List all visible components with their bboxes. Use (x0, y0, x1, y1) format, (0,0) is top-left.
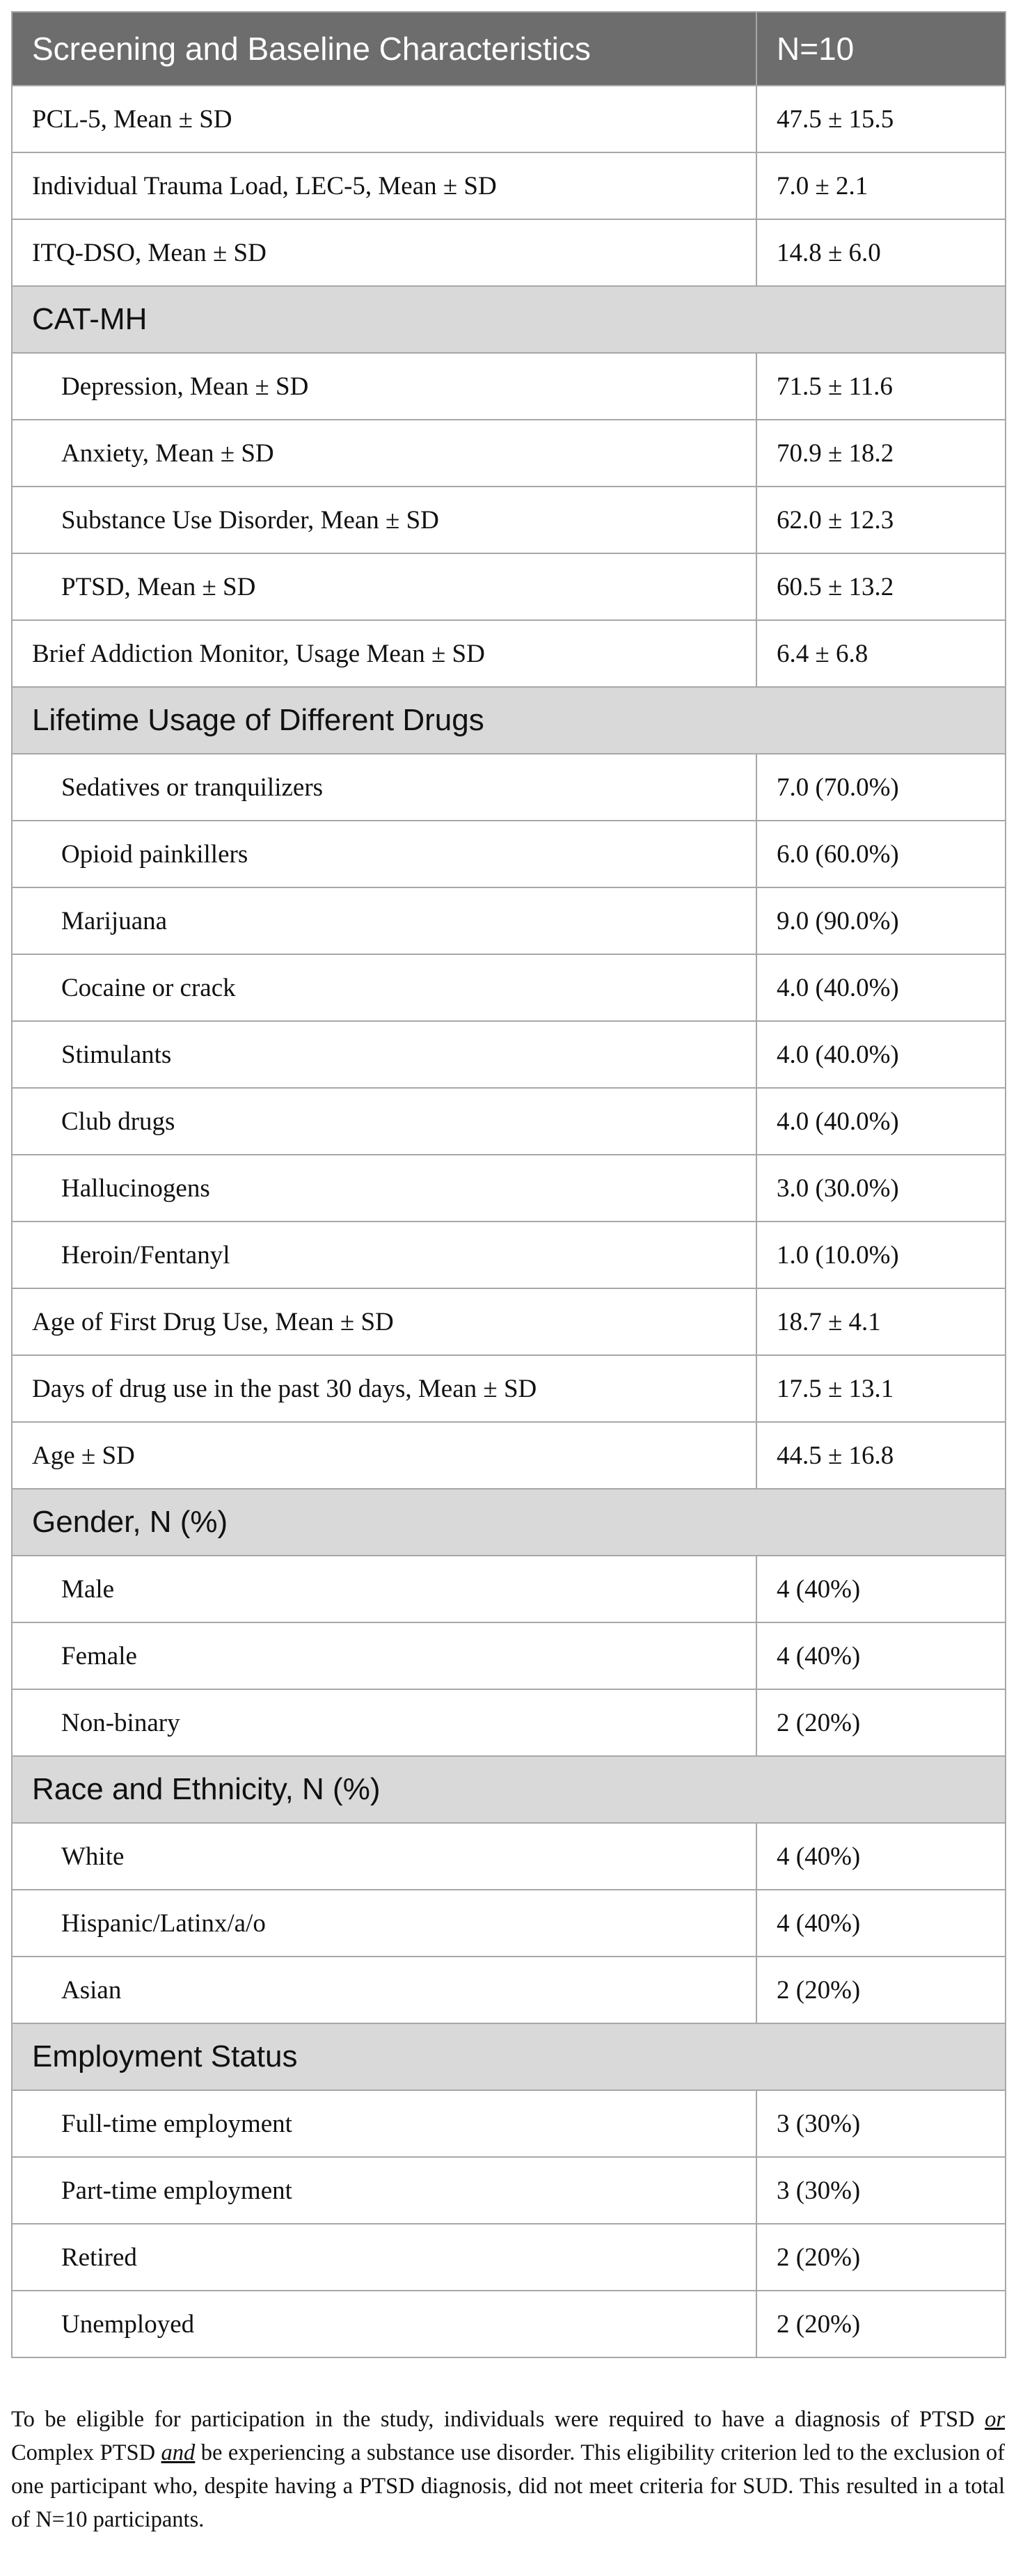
table-subrow (12, 821, 1006, 887)
row-value: 70.9 ± 18.2 (756, 420, 1006, 487)
footnote-emphasis-and: and (161, 2440, 196, 2465)
row-label: Female (12, 1622, 756, 1689)
row-label: Club drugs (12, 1088, 756, 1155)
baseline-characteristics-table (11, 11, 1006, 2358)
row-value: 2 (20%) (756, 1689, 1006, 1756)
table-row (12, 152, 1006, 219)
table-subrow (12, 1556, 1006, 1622)
table-subrow (12, 1622, 1006, 1689)
row-label: Hallucinogens (12, 1155, 756, 1222)
row-value: 7.0 (70.0%) (756, 754, 1006, 821)
table-subrow (12, 887, 1006, 954)
row-value: 3.0 (30.0%) (756, 1155, 1006, 1222)
table-subrow (12, 1155, 1006, 1222)
header-characteristics: Screening and Baseline Characteristics (12, 12, 756, 86)
table-subrow (12, 553, 1006, 620)
table-row (12, 219, 1006, 286)
row-label: Age of First Drug Use, Mean ± SD (12, 1288, 756, 1355)
row-value: 47.5 ± 15.5 (756, 86, 1006, 152)
table-subrow (12, 754, 1006, 821)
row-label: Anxiety, Mean ± SD (12, 420, 756, 487)
section-label: CAT-MH (12, 286, 1006, 353)
row-label: Depression, Mean ± SD (12, 353, 756, 420)
row-value: 60.5 ± 13.2 (756, 553, 1006, 620)
row-value: 4 (40%) (756, 1823, 1006, 1890)
row-label: Marijuana (12, 887, 756, 954)
table-header-row (12, 12, 1006, 86)
row-value: 4 (40%) (756, 1556, 1006, 1622)
table-footnote (11, 2403, 1005, 2536)
table-subrow (12, 353, 1006, 420)
row-label: Asian (12, 1957, 756, 2023)
row-label: Cocaine or crack (12, 954, 756, 1021)
table-subrow (12, 1689, 1006, 1756)
row-value: 6.0 (60.0%) (756, 821, 1006, 887)
table-row (12, 620, 1006, 687)
footnote-text-1: To be eligible for participation in the study, individuals were required to have a diagnosis of PTSD (11, 2407, 985, 2432)
table-subrow (12, 1823, 1006, 1890)
row-value: 14.8 ± 6.0 (756, 219, 1006, 286)
row-label: Unemployed (12, 2291, 756, 2357)
header-n: N=10 (756, 12, 1006, 86)
row-value: 2 (20%) (756, 2224, 1006, 2291)
row-label: Full-time employment (12, 2090, 756, 2157)
section-label: Lifetime Usage of Different Drugs (12, 687, 1006, 754)
section-header-row (12, 1756, 1006, 1823)
row-value: 6.4 ± 6.8 (756, 620, 1006, 687)
table-row (12, 1288, 1006, 1355)
row-label: Heroin/Fentanyl (12, 1222, 756, 1288)
row-value: 71.5 ± 11.6 (756, 353, 1006, 420)
row-value: 9.0 (90.0%) (756, 887, 1006, 954)
row-label: PTSD, Mean ± SD (12, 553, 756, 620)
table-subrow (12, 1021, 1006, 1088)
row-label: Age ± SD (12, 1422, 756, 1489)
row-label: Hispanic/Latinx/a/o (12, 1890, 756, 1957)
footnote-emphasis-or: or (985, 2407, 1005, 2432)
table-body (12, 86, 1006, 2357)
table-subrow (12, 2224, 1006, 2291)
table-subrow (12, 1957, 1006, 2023)
table-subrow (12, 420, 1006, 487)
row-value: 3 (30%) (756, 2157, 1006, 2224)
row-value: 4 (40%) (756, 1622, 1006, 1689)
row-value: 4.0 (40.0%) (756, 1021, 1006, 1088)
row-value: 4 (40%) (756, 1890, 1006, 1957)
row-label: Part-time employment (12, 2157, 756, 2224)
section-label: Race and Ethnicity, N (%) (12, 1756, 1006, 1823)
row-label: Non-binary (12, 1689, 756, 1756)
row-value: 2 (20%) (756, 1957, 1006, 2023)
section-label: Employment Status (12, 2023, 1006, 2090)
section-label: Gender, N (%) (12, 1489, 1006, 1556)
row-label: Brief Addiction Monitor, Usage Mean ± SD (12, 620, 756, 687)
section-header-row (12, 2023, 1006, 2090)
row-value: 17.5 ± 13.1 (756, 1355, 1006, 1422)
row-label: Male (12, 1556, 756, 1622)
section-header-row (12, 286, 1006, 353)
footnote-text-2: Complex PTSD (11, 2440, 161, 2465)
section-header-row (12, 1489, 1006, 1556)
table-subrow (12, 1088, 1006, 1155)
table-subrow (12, 2291, 1006, 2357)
row-label: White (12, 1823, 756, 1890)
row-label: Retired (12, 2224, 756, 2291)
table-subrow (12, 1890, 1006, 1957)
baseline-characteristics-table-wrapper (11, 11, 1005, 2358)
row-label: ITQ-DSO, Mean ± SD (12, 219, 756, 286)
row-label: Sedatives or tranquilizers (12, 754, 756, 821)
row-value: 44.5 ± 16.8 (756, 1422, 1006, 1489)
row-value: 7.0 ± 2.1 (756, 152, 1006, 219)
row-value: 2 (20%) (756, 2291, 1006, 2357)
table-subrow (12, 487, 1006, 553)
row-label: Stimulants (12, 1021, 756, 1088)
table-subrow (12, 954, 1006, 1021)
table-row (12, 1355, 1006, 1422)
table-subrow (12, 2157, 1006, 2224)
row-value: 62.0 ± 12.3 (756, 487, 1006, 553)
row-value: 1.0 (10.0%) (756, 1222, 1006, 1288)
row-label: Individual Trauma Load, LEC-5, Mean ± SD (12, 152, 756, 219)
row-label: Opioid painkillers (12, 821, 756, 887)
row-label: Days of drug use in the past 30 days, Mean ± SD (12, 1355, 756, 1422)
row-value: 4.0 (40.0%) (756, 954, 1006, 1021)
table-subrow (12, 1222, 1006, 1288)
footnote-text-3: be experiencing a substance use disorder. This eligibility criterion led to the exclusion of one participant who, despite having a PTSD diagnosis, did not meet criteria for SUD. This resulted in a total of N=10 participants. (11, 2440, 1005, 2532)
table-row (12, 86, 1006, 152)
section-header-row (12, 687, 1006, 754)
row-label: Substance Use Disorder, Mean ± SD (12, 487, 756, 553)
table-row (12, 1422, 1006, 1489)
row-value: 3 (30%) (756, 2090, 1006, 2157)
row-value: 18.7 ± 4.1 (756, 1288, 1006, 1355)
table-subrow (12, 2090, 1006, 2157)
row-value: 4.0 (40.0%) (756, 1088, 1006, 1155)
row-label: PCL-5, Mean ± SD (12, 86, 756, 152)
